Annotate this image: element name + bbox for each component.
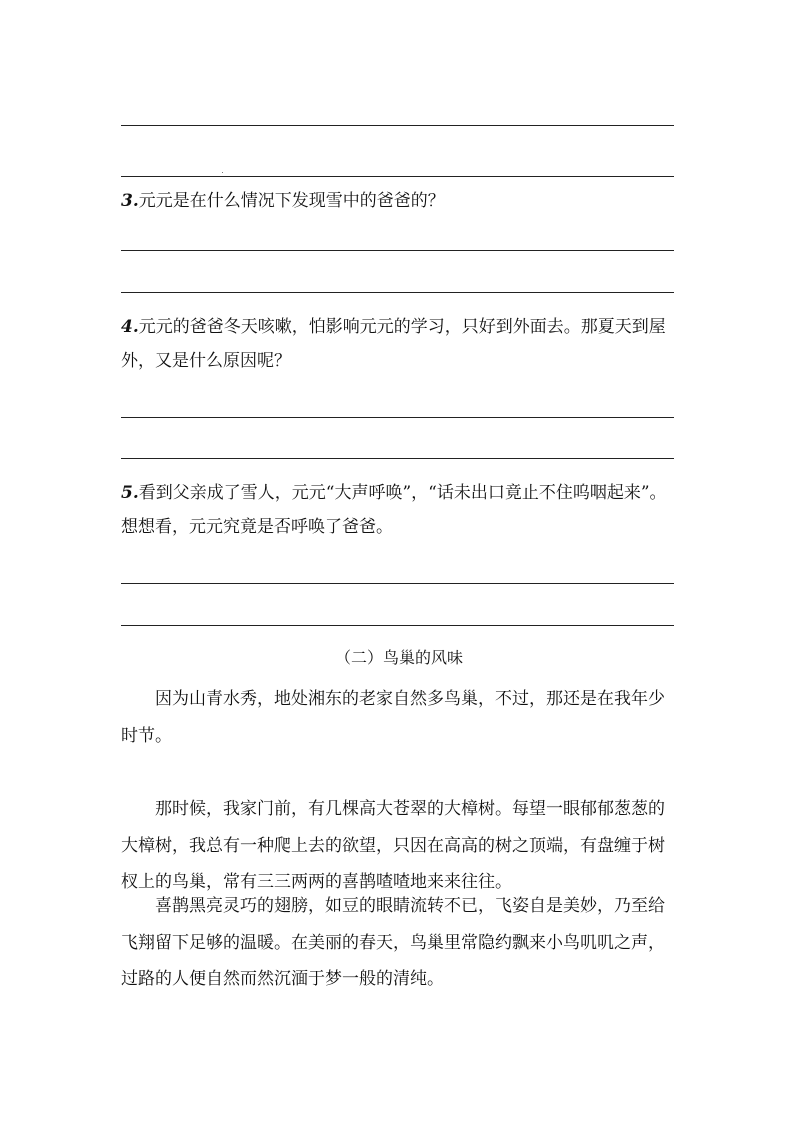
answer-line [121, 625, 674, 626]
answer-line [121, 125, 674, 126]
paragraph: 因为山青水秀，地处湘东的老家自然多鸟巢，不过，那还是在我年少时节。 [121, 689, 665, 746]
answer-line [121, 292, 674, 293]
question-number: 3. [121, 191, 139, 211]
question-number: 5. [121, 483, 139, 503]
answer-line [121, 417, 674, 418]
answer-line [121, 176, 674, 177]
question-5 [121, 476, 677, 544]
answer-line [121, 583, 674, 584]
paragraph: 那时候，我家门前，有几棵高大苍翠的大樟树。每望一眼郁郁葱葱的大樟树，我总有一种爬上去的欲望，只因在高高的树之顶端，有盘缠于树杈上的鸟巢，常有三三两两的喜鹊喳喳地来来往往。 [121, 799, 665, 892]
answer-line [121, 458, 674, 459]
paragraph: 喜鹊黑亮灵巧的翅膀，如豆的眼睛流转不已，飞姿自是美妙，乃至给飞翔留下足够的温暖。在美丽的春天，鸟巢里常隐约飘来小鸟叽叽之声，过路的人便自然而然沉湎于梦一般的清纯。 [121, 896, 665, 989]
question-4 [121, 310, 677, 378]
question-text: 元元的爸爸冬天咳嗽，怕影响元元的学习，只好到外面去。那夏天到屋外，又是什么原因呢？ [121, 317, 666, 371]
stray-mark [222, 172, 223, 173]
question-3 [121, 184, 677, 218]
question-text: 元元是在什么情况下发现雪中的爸爸的？ [138, 191, 445, 211]
question-text: 看到父亲成了雪人，元元“大声呼唤”，“话未出口竟止不住呜咽起来”。想想看，元元究竟是否呼唤了爸爸。 [121, 483, 667, 537]
answer-line [121, 250, 674, 251]
section-title: （二）鸟巢的风味 [334, 648, 463, 667]
question-number: 4. [121, 317, 139, 337]
